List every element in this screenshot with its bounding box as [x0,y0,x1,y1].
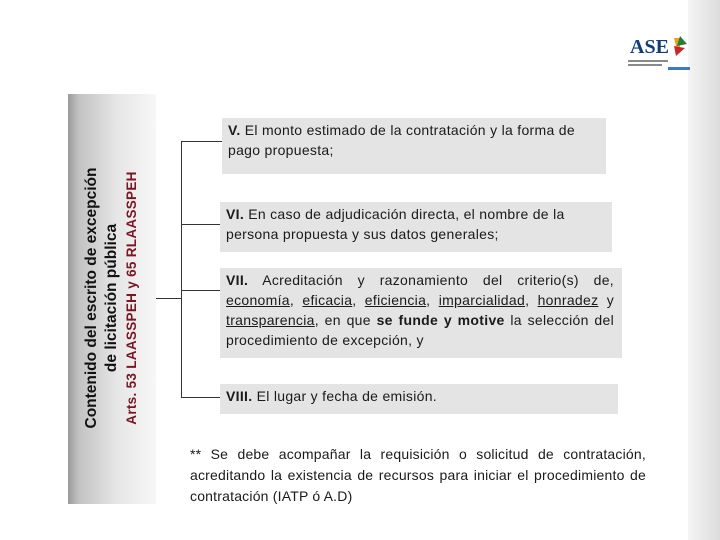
item-vi-numeral: VI. [226,206,245,222]
separator: , [352,292,365,308]
connector-branch-viii [181,397,220,398]
asej-logo [624,28,694,74]
right-decorative-band [688,0,720,540]
sidebar-subtitle: Arts. 53 LAASSPEH y 65 RLAASSPEH [124,171,139,425]
item-viii-text: El lugar y fecha de emisión. [252,388,437,404]
separator: , [289,292,303,308]
connector-branch-vii [181,290,220,291]
item-viii-numeral: VIII. [226,388,253,404]
sidebar-title-line2: de licitación pública [103,223,120,373]
sidebar-title [82,88,142,508]
criterion-economia: economía [226,292,290,308]
item-vii-emphasis: se funde y motive [376,312,505,328]
logo-text-line [628,64,662,66]
criterion-honradez: honradez [537,292,599,308]
item-vii-box [220,268,622,358]
item-viii-box [220,384,618,414]
separator: y [598,292,614,308]
logo-text-line [628,60,668,62]
item-vii-text-end: la selección del procedimiento de excepción, y [226,312,614,348]
connector-stub [156,298,182,299]
item-vii-numeral: VII. [226,272,249,288]
connector-branch-v [181,141,222,142]
footnote: ** Se debe acompañar la requisición o solicitud de contratación, acreditando la existencia de recursos para iniciar el procedimiento de contratación (IATP ó A.D) [190,446,646,504]
sidebar-title-line1: Contenido del escrito de excepción [83,167,100,429]
criterion-imparcialidad: imparcialidad [438,292,526,308]
connector-trunk [181,141,182,397]
svg-text:ASE: ASE [630,36,669,58]
item-v-text: El monto estimado de la contratación y la forma de pago propuesta; [228,122,575,158]
separator: , [426,292,439,308]
criterion-eficacia: eficacia [302,292,353,308]
item-v-numeral: V. [228,122,241,138]
criterion-eficiencia: eficiencia [364,292,427,308]
item-vi-box [220,202,612,252]
item-v-box [222,118,606,174]
item-vii-text: Acreditación y razonamiento del criterio(s) de, [248,272,614,288]
separator: , [525,292,538,308]
item-vii-text-mid: , en que [314,312,377,328]
asej-logo-mark [630,34,688,58]
connector-branch-vi [181,224,220,225]
item-vi-text: En caso de adjudicación directa, el nombre de la persona propuesta y sus datos generales; [226,206,565,242]
logo-accent-bar [668,67,690,70]
criterion-transparencia: transparencia [226,312,315,328]
